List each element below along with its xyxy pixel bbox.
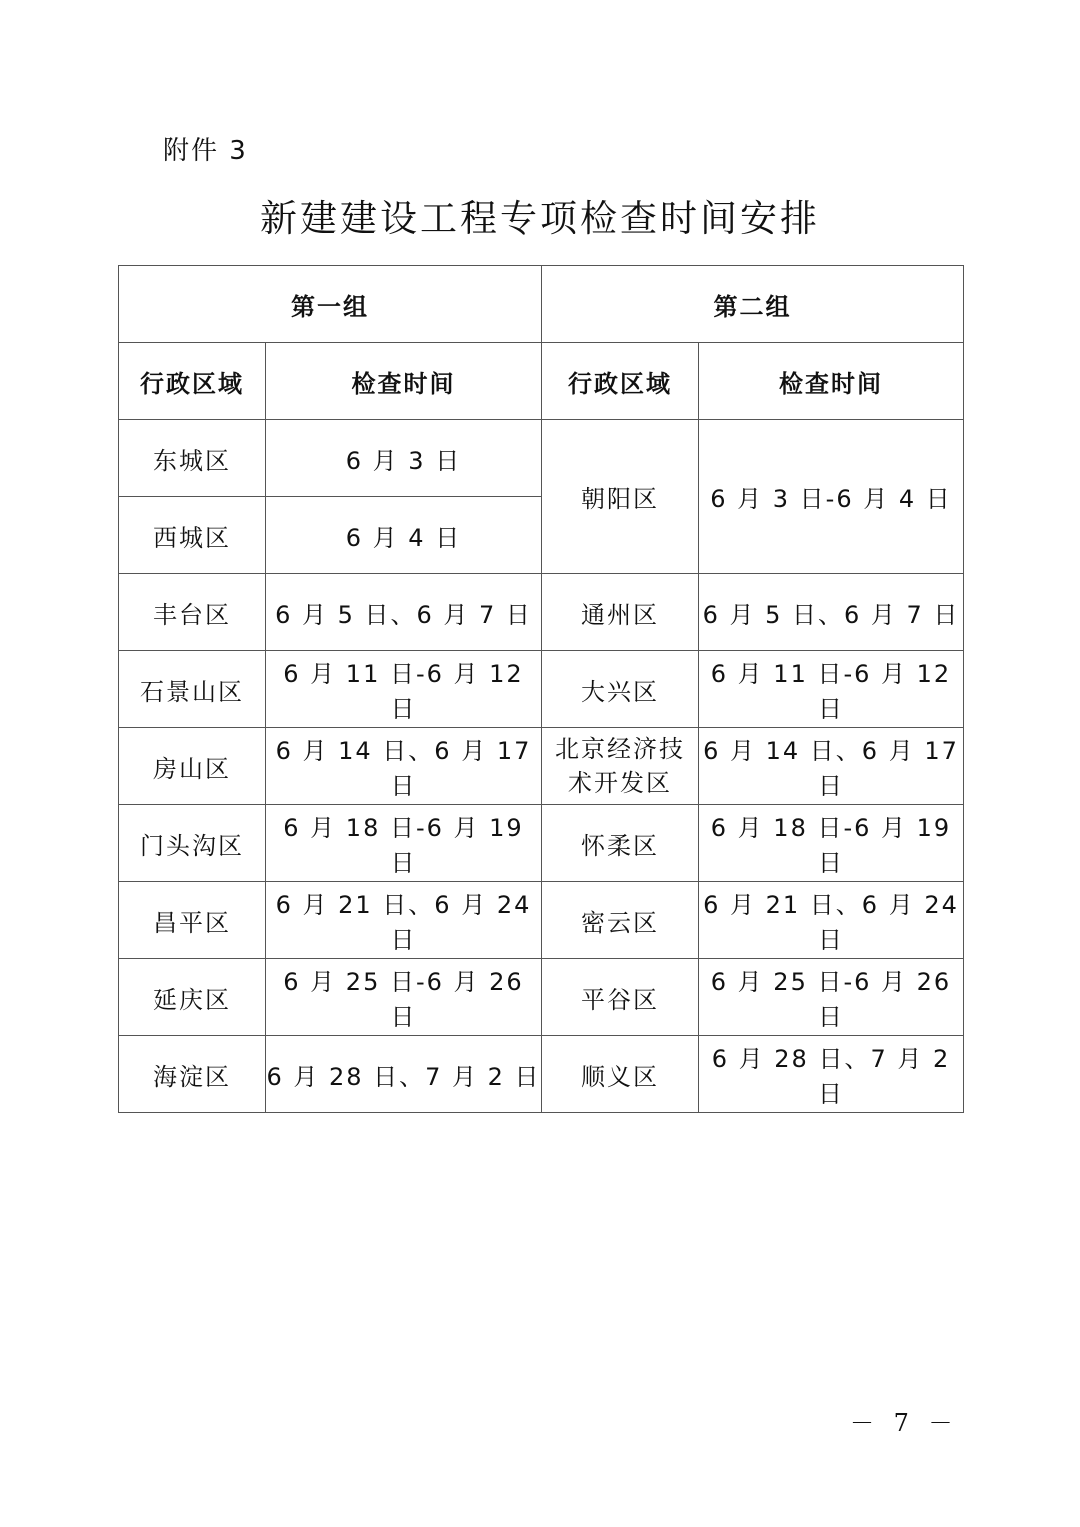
- district-cell: 怀柔区: [542, 805, 699, 882]
- time-cell: 6 月 25 日-6 月 26 日: [699, 959, 964, 1036]
- time-cell: 6 月 25 日-6 月 26 日: [266, 959, 542, 1036]
- table-row: [119, 574, 964, 651]
- district-cell: 通州区: [542, 574, 699, 651]
- table-row: [119, 728, 964, 805]
- table-row: [119, 420, 964, 497]
- column-header-time: 检查时间: [699, 343, 964, 420]
- district-cell: 房山区: [119, 728, 266, 805]
- district-line: 北京经济技: [555, 735, 685, 763]
- district-cell: 密云区: [542, 882, 699, 959]
- district-cell: 西城区: [119, 497, 266, 574]
- column-header-time: 检查时间: [266, 343, 542, 420]
- table-row: [119, 1036, 964, 1113]
- table-row: [119, 959, 964, 1036]
- district-cell: 顺义区: [542, 1036, 699, 1113]
- district-cell: 平谷区: [542, 959, 699, 1036]
- district-cell: 延庆区: [119, 959, 266, 1036]
- group-header-row: [119, 266, 964, 343]
- time-cell: 6 月 5 日、6 月 7 日: [266, 574, 542, 651]
- district-cell: 海淀区: [119, 1036, 266, 1113]
- table-row: [119, 882, 964, 959]
- time-cell: 6 月 28 日、7 月 2 日: [699, 1036, 964, 1113]
- district-line: 术开发区: [568, 769, 672, 797]
- column-header-district: 行政区域: [119, 343, 266, 420]
- page-number: － 7 －: [850, 1409, 959, 1437]
- time-cell: 6 月 11 日-6 月 12 日: [266, 651, 542, 728]
- district-cell: 门头沟区: [119, 805, 266, 882]
- attachment-label: 附件 3: [163, 136, 248, 166]
- time-cell: 6 月 3 日-6 月 4 日: [699, 420, 964, 574]
- time-cell: 6 月 21 日、6 月 24 日: [699, 882, 964, 959]
- time-cell: 6 月 18 日-6 月 19 日: [699, 805, 964, 882]
- time-cell: 6 月 28 日、7 月 2 日: [266, 1036, 542, 1113]
- column-header-district: 行政区域: [542, 343, 699, 420]
- district-cell: 丰台区: [119, 574, 266, 651]
- time-cell: 6 月 4 日: [266, 497, 542, 574]
- time-cell: 6 月 5 日、6 月 7 日: [699, 574, 964, 651]
- time-cell: 6 月 21 日、6 月 24 日: [266, 882, 542, 959]
- document-title: 新建建设工程专项检查时间安排: [260, 197, 820, 240]
- table-row: [119, 805, 964, 882]
- column-header-row: [119, 343, 964, 420]
- district-cell: [542, 728, 699, 805]
- schedule-table: [118, 265, 964, 1113]
- table-row: [119, 651, 964, 728]
- group-one-header: 第一组: [119, 266, 542, 343]
- time-cell: 6 月 14 日、6 月 17 日: [699, 728, 964, 805]
- time-cell: 6 月 18 日-6 月 19 日: [266, 805, 542, 882]
- district-cell: 朝阳区: [542, 420, 699, 574]
- group-two-header: 第二组: [542, 266, 964, 343]
- district-cell: 东城区: [119, 420, 266, 497]
- time-cell: 6 月 14 日、6 月 17 日: [266, 728, 542, 805]
- district-cell: 石景山区: [119, 651, 266, 728]
- district-cell: 大兴区: [542, 651, 699, 728]
- time-cell: 6 月 11 日-6 月 12 日: [699, 651, 964, 728]
- time-cell: 6 月 3 日: [266, 420, 542, 497]
- district-cell: 昌平区: [119, 882, 266, 959]
